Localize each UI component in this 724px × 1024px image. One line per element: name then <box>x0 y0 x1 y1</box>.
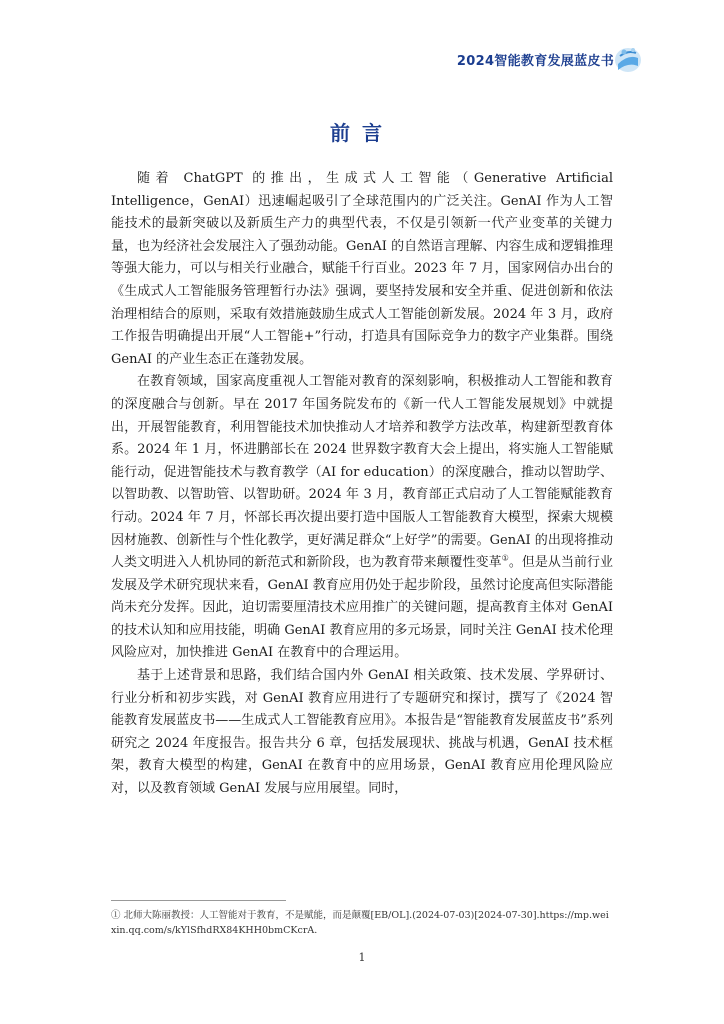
footnote-marker[interactable]: ① <box>501 553 509 563</box>
header-title: 2024智能教育发展蓝皮书 <box>456 54 614 69</box>
paragraph-2-continued: 。但是从当前行业发展及学术研究现状来看，GenAI 教育应用仍处于起步阶段，虽然讨论度高但实际潜能尚未充分发挥。因此，迫切需要厘清技术应用推广的关键问题，提高教育主体对 GenAI 的技术认知和应用技能，明确 GenAI 教育应用的多元场景，同时关注 GenAI 技术伦理风险应对，加快推进 GenAI 在教育中的合理运用。 <box>111 555 613 661</box>
page-number: 1 <box>358 951 366 964</box>
book-series-logo-icon <box>614 44 642 74</box>
paragraph-1: 随着 ChatGPT 的推出，生成式人工智能（Generative Artificial Intelligence，GenAI）迅速崛起吸引了全球范围内的广泛关注。GenAI 作为人工智能技术的最新突破以及新质生产力的典型代表，不仅是引领新一代产业变革的关键力量，也为经济社会发展注入了强劲动能。GenAI 的自然语言理解、内容生成和逻辑推理等强大能力，可以与相关行业融合，赋能千行百业。2023 年 7 月，国家网信办出台的《生成式人工智能服务管理暂行办法》强调，要坚持发展和安全并重、促进创新和依法治理相结合的原则，采取有效措施鼓励生成式人工智能创新发展。2024 年 3 月，政府工作报告明确提出开展“人工智能+”行动，打造具有国际竞争力的数字产业集群。围绕 GenAI 的产业生态正在蓬勃发展。 <box>111 171 613 367</box>
page-title: 前言 <box>330 121 394 145</box>
paragraph-3: 基于上述背景和思路，我们结合国内外 GenAI 相关政策、技术发展、学界研讨、行业分析和初步实践，对 GenAI 教育应用进行了专题研究和探讨，撰写了《2024 智能教育发展蓝皮书——生成式人工智能教育应用》。本报告是“智能教育发展蓝皮书”系列研究之 2024 年度报告。报告共分 6 章，包括发展现状、挑战与机遇，GenAI 技术框架，教育大模型的构建，GenAI 在教育中的应用场景，GenAI 教育应用伦理风险应对，以及教育领域 GenAI 发展与应用展望。同时， <box>111 668 613 797</box>
body-text <box>111 168 613 801</box>
footnote-divider <box>111 900 286 901</box>
running-header <box>0 42 724 82</box>
paragraph-2-text: 在教育领域，国家高度重视人工智能对教育的深刻影响，积极推动人工智能和教育的深度融合与创新。早在 2017 年国务院发布的《新一代人工智能发展规划》中就提出，开展智能教育，利用智能技术加快推动人才培养和教学方法改革，构建新型教育体系。2024 年 1 月，怀进鹏部长在 2024 世界数字教育大会上提出，将实施人工智能赋能行动，促进智能技术与教育教学（AI for education）的深度融合，推动以智助学、以智助教、以智助管、以智助研。2024 年 3 月，教育部正式启动了人工智能赋能教育行动。2024 年 7 月，怀部长再次提出要打造中国版人工智能教育大模型，探索大规模因材施教、创新性与个性化教学，更好满足群众“上好学”的需要。GenAI 的出现将推动人类文明进入人机协同的新范式和新阶段，也为教育带来颠覆性变革 <box>111 374 613 571</box>
footnote: ① 北师大陈丽教授：人工智能对于教育，不是赋能，而是颠覆[EB/OL].(2024-07-03)[2024-07-30].https://mp.weixin.qq.com/s/kYlSfhdRX84KHH0bmCKcrA. <box>111 910 609 936</box>
paragraph-2 <box>111 371 613 665</box>
